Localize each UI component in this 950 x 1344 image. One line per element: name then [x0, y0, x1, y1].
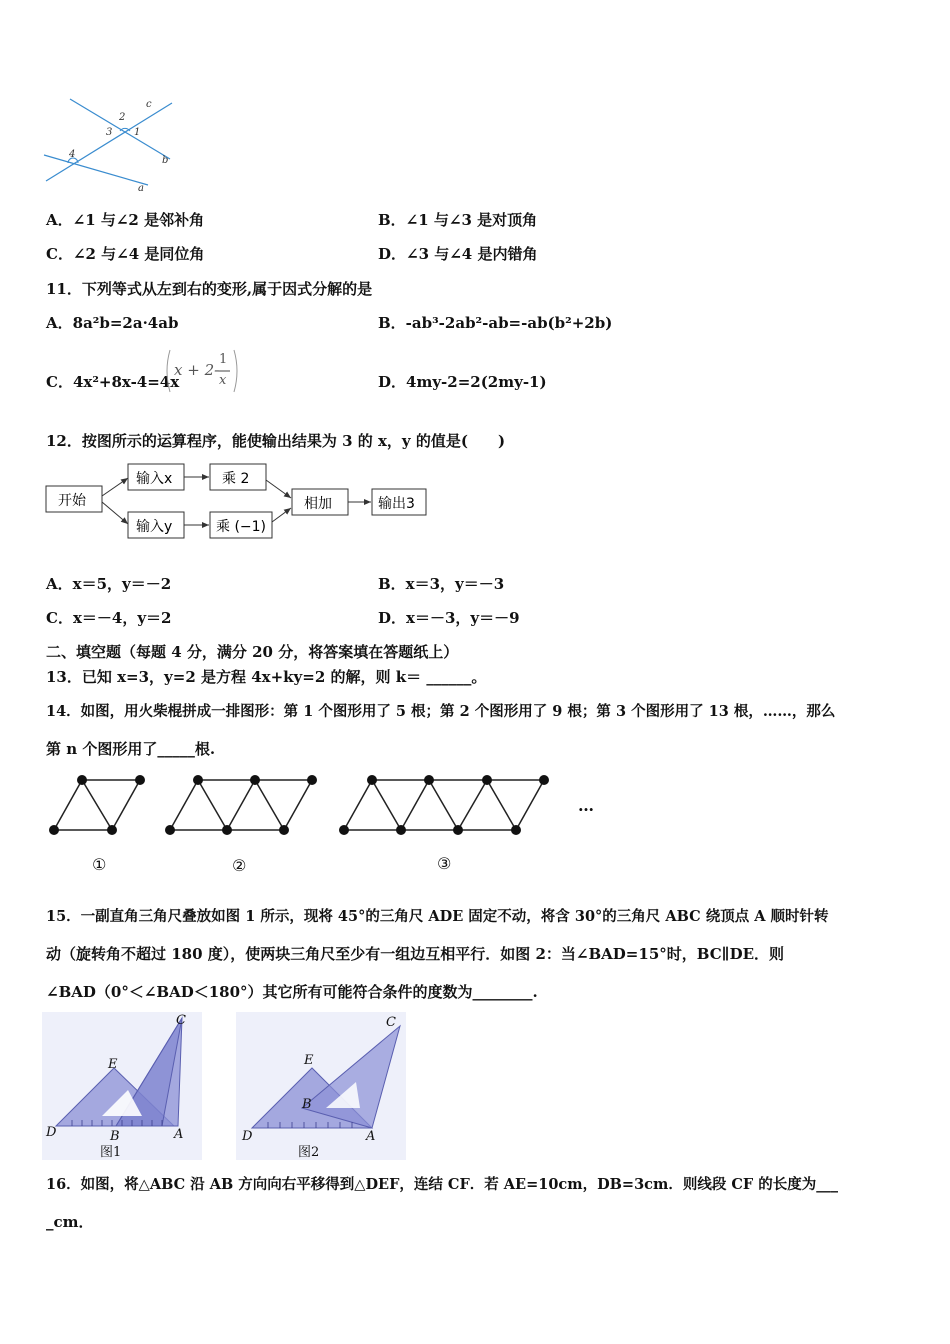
flow-output-box — [372, 489, 426, 515]
matchstick-figures — [44, 770, 604, 840]
q16-line-2: _cm． — [46, 1213, 94, 1231]
fraction-paren-text: x + 2- — [174, 361, 220, 379]
q11-stem: 11．下列等式从左到右的变形,属于因式分解的是 — [46, 280, 373, 298]
flowchart — [44, 458, 434, 548]
angle-label-3: 3 — [106, 127, 113, 138]
q12-option-d: D．x＝－3，y＝－9 — [378, 609, 520, 627]
q10-option-b: B．∠1 与∠3 是对顶角 — [378, 211, 538, 229]
q15-line-1: 15．一副直角三角尺叠放如图 1 所示，现将 45°的三角尺 ADE 固定不动，将含 30°的三角尺 ABC 绕顶点 A 顺时针转 — [46, 908, 829, 925]
q11-option-c-fraction — [164, 348, 242, 394]
q12-option-c: C．x＝－4，y＝2 — [46, 609, 172, 627]
angle-figure — [40, 95, 180, 195]
fig2-vertex-d: D — [242, 1129, 253, 1144]
q15-line-2: 动（旋转角不超过 180 度），使两块三角尺至少有一组边互相平行．如图 2：当∠BAD=15°时，BC∥DE．则 — [46, 945, 785, 963]
matchstick-figure-1 — [54, 780, 140, 830]
q15-line-3: ∠BAD（0°＜∠BAD＜180°）其它所有可能符合条件的度数为________. — [46, 983, 538, 1001]
q10-option-a: A．∠1 与∠2 是邻补角 — [46, 211, 205, 229]
figure-label-2: ② — [232, 856, 247, 875]
fig2-vertex-c: C — [386, 1015, 396, 1030]
line-label-c: c — [146, 99, 152, 110]
figure-label-3: ③ — [437, 854, 452, 873]
figure-label-1: ① — [92, 855, 107, 874]
angle-label-2: 2 — [119, 112, 126, 123]
flow-input-x-label: 输入x — [136, 471, 173, 487]
angle-label-4: 4 — [69, 149, 76, 160]
q12-option-b: B．x＝3，y＝－3 — [378, 575, 505, 593]
flow-input-x-box — [128, 464, 184, 490]
fig2-caption: 图2 — [298, 1145, 320, 1160]
q11-option-a: A．8a²b=2a·4ab — [46, 314, 179, 332]
matchstick-figure-3 — [344, 780, 544, 830]
flow-input-y-label: 输入y — [136, 519, 173, 535]
fig1-vertex-e: E — [108, 1057, 118, 1072]
q11-option-d: D．4my-2=2(2my-1) — [378, 373, 547, 391]
fig2-vertex-a: A — [366, 1129, 376, 1144]
q11-option-b: B．-ab³-2ab²-ab=-ab(b²+2b) — [378, 314, 613, 332]
triangle-ruler-figure-1 — [42, 1012, 202, 1160]
line-label-a: a — [138, 183, 144, 194]
matchstick-figure-2 — [170, 780, 312, 830]
q12-option-a: A．x＝5，y＝－2 — [46, 575, 172, 593]
flow-start-box — [46, 486, 102, 512]
q14-line-2: 第 n 个图形用了_____根. — [46, 740, 216, 758]
fraction-denominator: x — [219, 373, 227, 388]
q10-option-c: C．∠2 与∠4 是同位角 — [46, 245, 205, 263]
flow-times2-box — [210, 464, 266, 490]
q14-line-1: 14．如图，用火柴棍拼成一排图形：第 1 个图形用了 5 根；第 2 个图形用了 9 根；第 3 个图形用了 13 根，……，那么 — [46, 703, 836, 720]
q11-option-c: C．4x²+8x-4=4x — [46, 373, 180, 391]
q12-stem: 12．按图所示的运算程序，能使输出结果为 3 的 x，y 的值是( ) — [46, 432, 506, 450]
flow-add-label: 相加 — [304, 496, 332, 512]
flow-output-label: 输出3 — [378, 496, 415, 512]
fig1-vertex-d: D — [46, 1125, 57, 1140]
fig1-vertex-c: C — [176, 1013, 186, 1028]
flow-start-label: 开始 — [58, 493, 86, 509]
fig1-caption: 图1 — [100, 1145, 122, 1160]
q13-text: 13．已知 x=3，y=2 是方程 4x+ky=2 的解，则 k＝ ______。 — [46, 668, 487, 686]
fig2-vertex-e: E — [304, 1053, 314, 1068]
angle-label-1: 1 — [134, 127, 141, 138]
q10-option-d: D．∠3 与∠4 是内错角 — [378, 245, 538, 263]
triangle-ruler-figure-2 — [236, 1012, 406, 1160]
line-label-b: b — [162, 155, 169, 166]
matchstick-ellipsis: … — [578, 796, 594, 815]
fig2-vertex-b: B — [302, 1097, 312, 1112]
section-2-heading: 二、填空题（每题 4 分，满分 20 分，将答案填在答题纸上） — [46, 643, 459, 661]
fig1-vertex-b: B — [110, 1129, 120, 1144]
flow-input-y-box — [128, 512, 184, 538]
flow-times-neg1-box — [210, 512, 272, 538]
flow-add-box — [292, 489, 348, 515]
flow-times2-label: 乘 2 — [222, 471, 250, 487]
fig1-vertex-a: A — [174, 1127, 184, 1142]
fraction-numerator: 1 — [219, 352, 228, 367]
q16-line-1: 16．如图，将△ABC 沿 AB 方向向右平移得到△DEF，连结 CF．若 AE=10cm，DB=3cm．则线段 CF 的长度为___ — [46, 1176, 839, 1193]
flow-times-neg1-label: 乘 (−1) — [216, 519, 267, 535]
